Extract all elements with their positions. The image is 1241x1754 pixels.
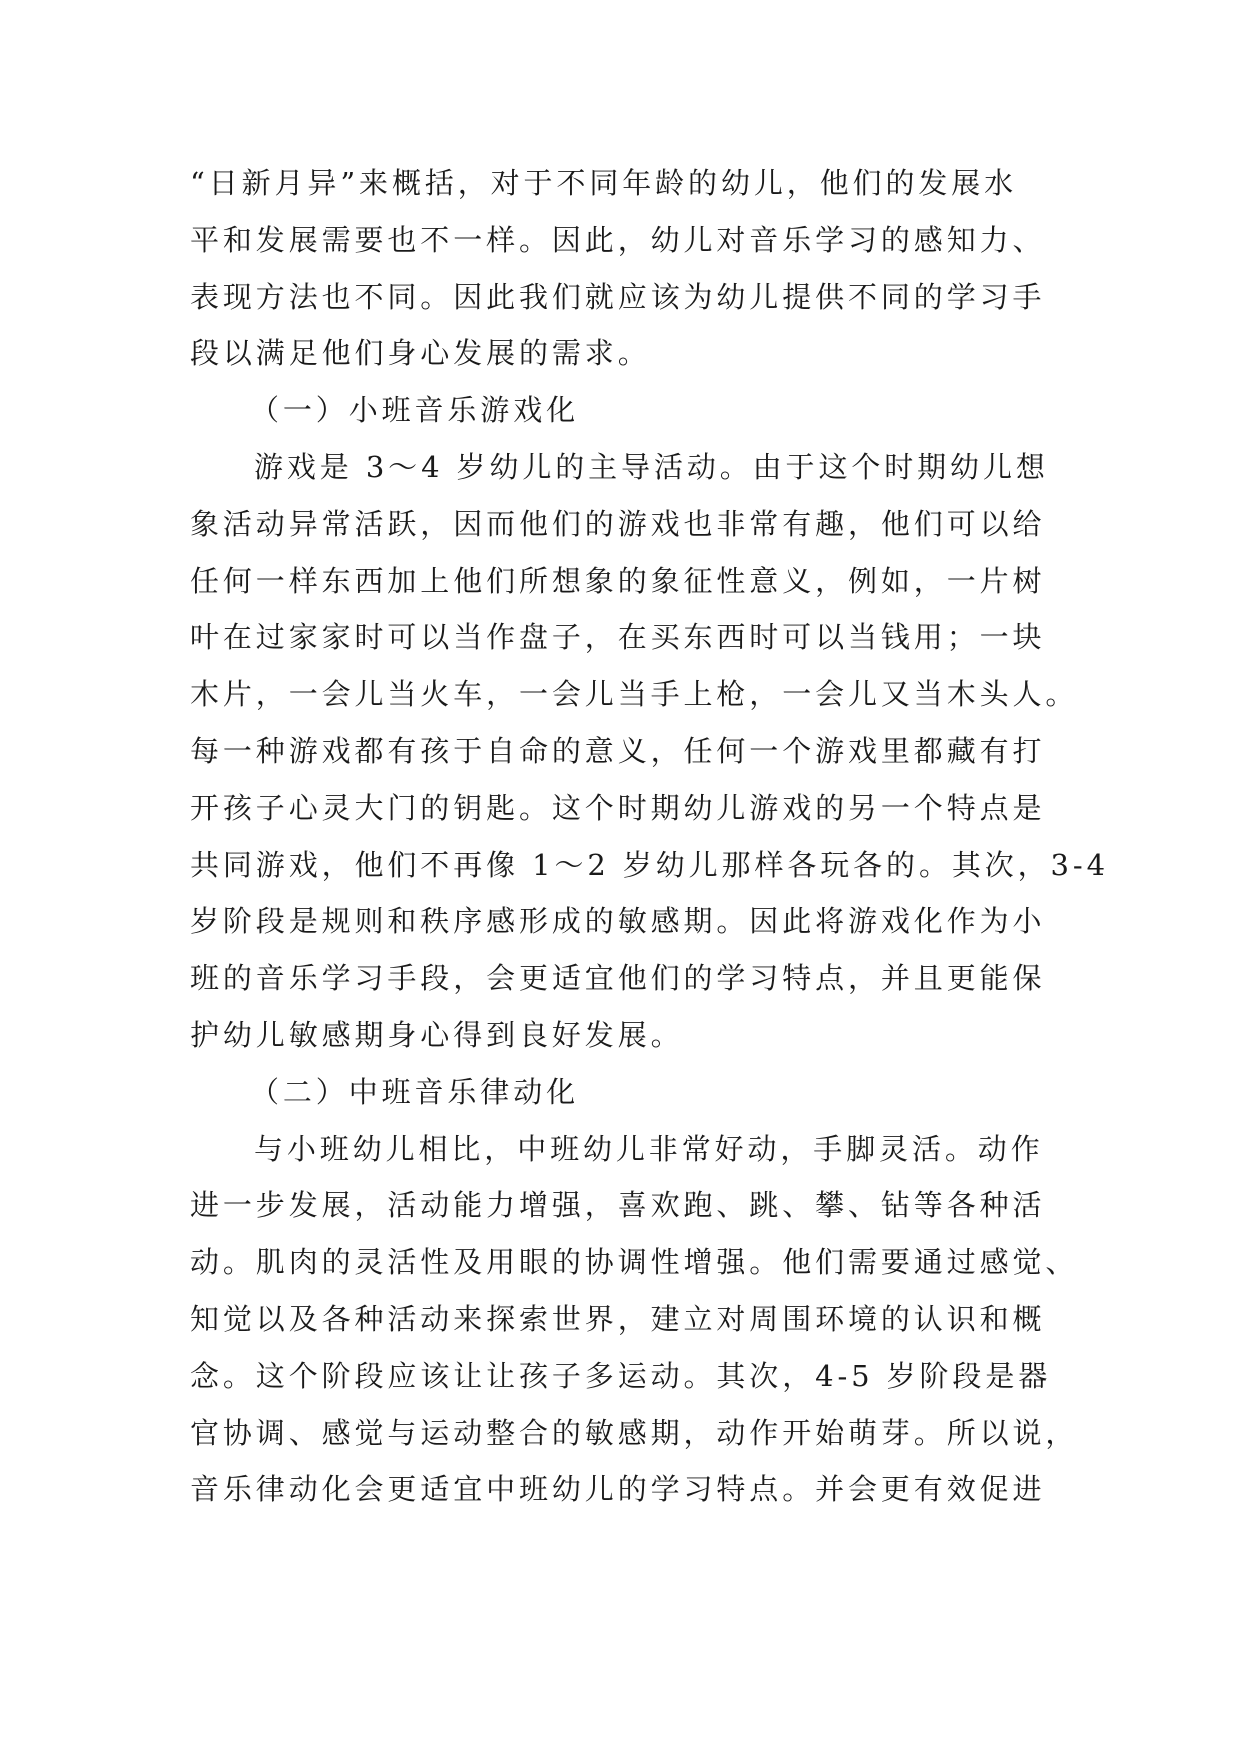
text-line: 班的音乐学习手段，会更适宜他们的学习特点，并且更能保 <box>190 961 1046 996</box>
text-line: 念。这个阶段应该让让孩子多运动。其次，4-5 岁阶段是器 <box>190 1358 1052 1393</box>
document-body <box>190 155 1109 1518</box>
text-line: 木片，一会儿当火车，一会儿当手上枪，一会儿又当木头人。 <box>190 677 1079 712</box>
section-heading-1: （一）小班音乐游戏化 <box>250 393 580 428</box>
paragraph-start: 游戏是 3～4 岁幼儿的主导活动。由于这个时期幼儿想 <box>254 449 1049 484</box>
paragraph-start: 与小班幼儿相比，中班幼儿非常好动，手脚灵活。动作 <box>254 1131 1044 1166</box>
text-line: “日新月异”来概括，对于不同年龄的幼儿，他们的发展水 <box>190 166 1018 200</box>
text-line: 象活动异常活跃，因而他们的游戏也非常有趣，他们可以给 <box>190 506 1046 541</box>
text-line: 动。肌肉的灵活性及用眼的协调性增强。他们需要通过感觉、 <box>190 1245 1079 1280</box>
section-heading-2: （二）中班音乐律动化 <box>250 1074 580 1109</box>
text-line: 共同游戏，他们不再像 1～2 岁幼儿那样各玩各的。其次，3-4 <box>190 847 1109 882</box>
text-line: 段以满足他们身心发展的需求。 <box>190 336 651 371</box>
text-line: 表现方法也不同。因此我们就应该为幼儿提供不同的学习手 <box>190 279 1046 314</box>
text-line: 知觉以及各种活动来探索世界，建立对周围环境的认识和概 <box>190 1301 1046 1336</box>
text-line: 每一种游戏都有孩于自命的意义，任何一个游戏里都藏有打 <box>190 733 1046 768</box>
text-line: 岁阶段是规则和秩序感形成的敏感期。因此将游戏化作为小 <box>190 904 1046 939</box>
text-line: 护幼儿敏感期身心得到良好发展。 <box>190 1017 684 1052</box>
text-line: 任何一样东西加上他们所想象的象征性意义，例如，一片树 <box>190 563 1046 598</box>
text-line: 平和发展需要也不一样。因此，幼儿对音乐学习的感知力、 <box>190 222 1046 257</box>
text-line: 音乐律动化会更适宜中班幼儿的学习特点。并会更有效促进 <box>190 1472 1046 1507</box>
text-line: 进一步发展，活动能力增强，喜欢跑、跳、攀、钻等各种活 <box>190 1188 1046 1223</box>
text-line: 开孩子心灵大门的钥匙。这个时期幼儿游戏的另一个特点是 <box>190 790 1046 825</box>
text-line: 官协调、感觉与运动整合的敏感期，动作开始萌芽。所以说， <box>190 1415 1079 1450</box>
text-line: 叶在过家家时可以当作盘子，在买东西时可以当钱用；一块 <box>190 620 1046 655</box>
